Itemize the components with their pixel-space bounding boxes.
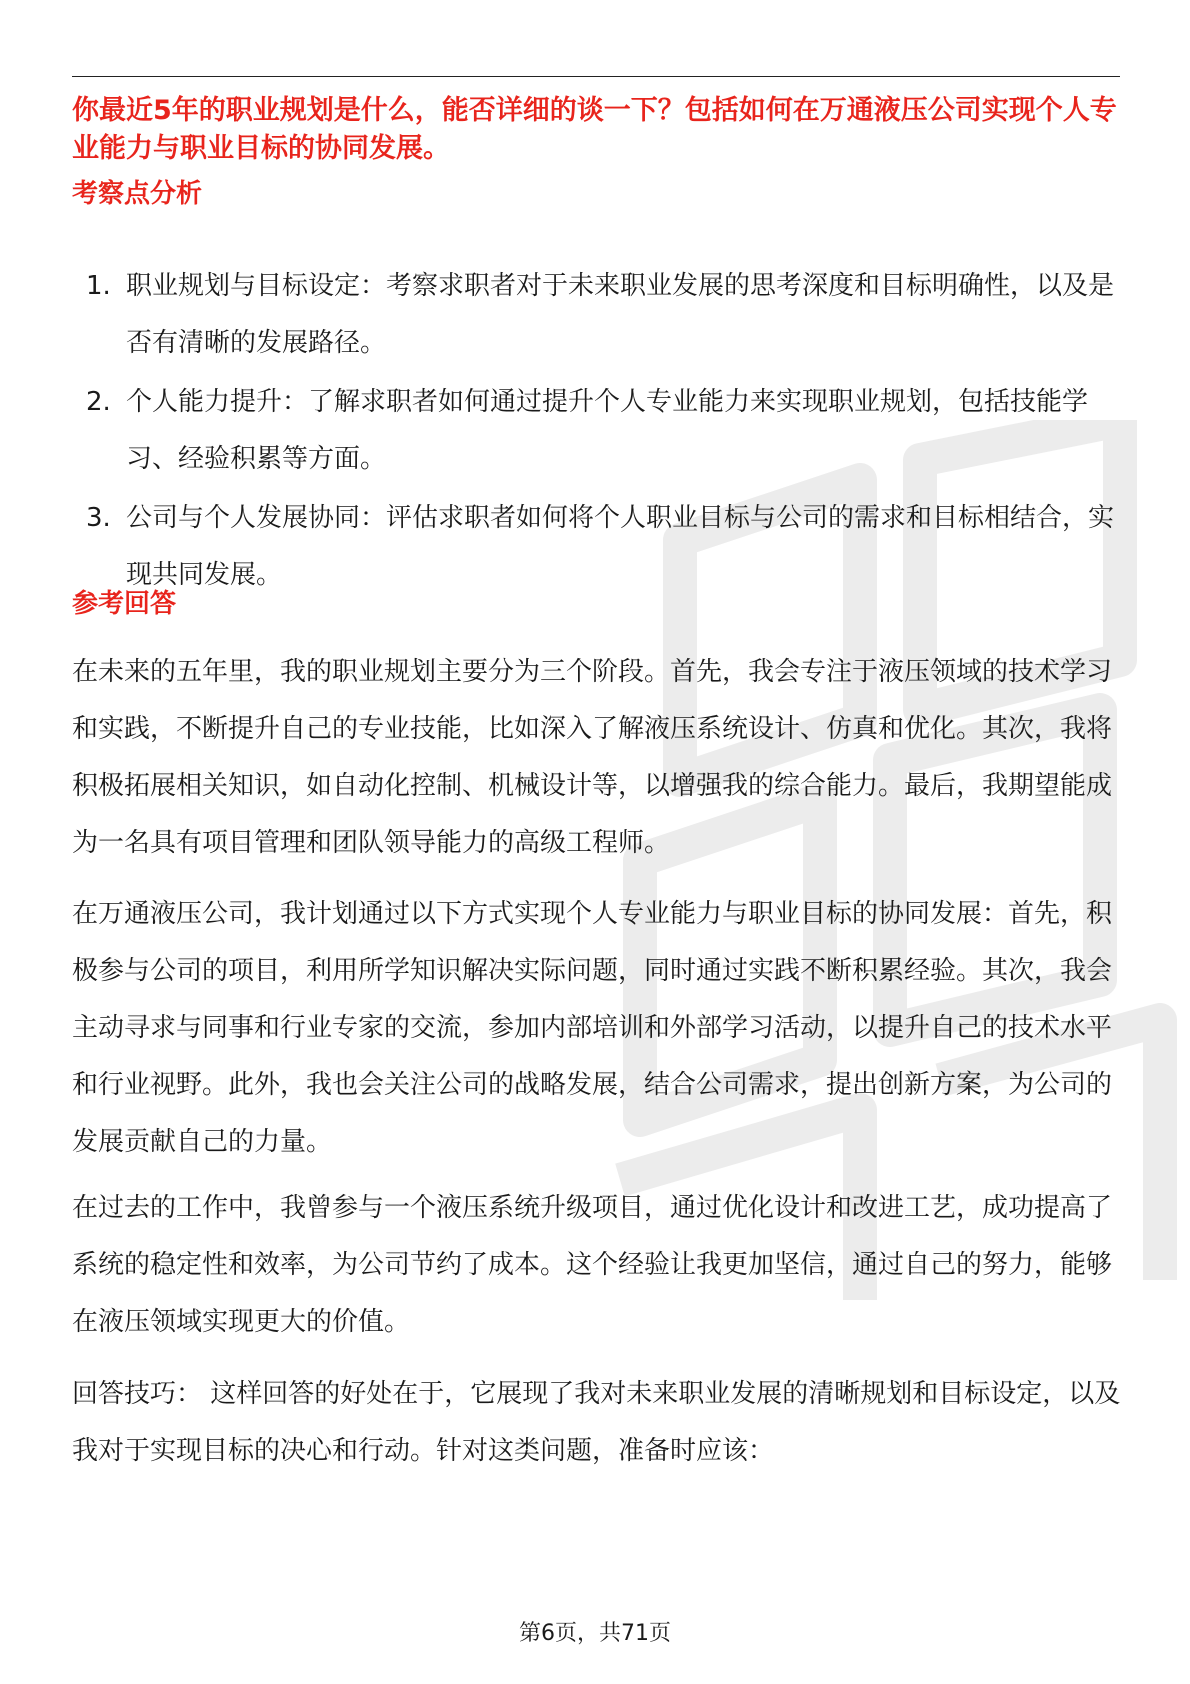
analysis-heading: 考察点分析 — [72, 179, 203, 209]
answer-paragraph-3: 在过去的工作中，我曾参与一个液压系统升级项目，通过优化设计和改进工艺，成功提高了系统的稳定性和效率，为公司节约了成本。这个经验让我更加坚信，通过自己的努力，能够在液压领域实现更大的价值。 — [72, 1193, 1113, 1337]
list-item-number: 3. — [86, 503, 111, 533]
list-item-number: 2. — [86, 387, 111, 417]
list-item — [72, 374, 1122, 488]
analysis-points-list — [72, 258, 1122, 606]
question-title: 你最近5年的职业规划是什么，能否详细的谈一下？包括如何在万通液压公司实现个人专业能力与职业目标的协同发展。 — [72, 95, 1117, 164]
top-rule — [72, 76, 1120, 77]
answer-heading: 参考回答 — [72, 589, 177, 619]
page-number-footer: 第6页，共71页 — [519, 1621, 671, 1646]
list-item-text: 公司与个人发展协同：评估求职者如何将个人职业目标与公司的需求和目标相结合，实现共同发展。 — [126, 503, 1115, 590]
answer-paragraph-2: 在万通液压公司，我计划通过以下方式实现个人专业能力与职业目标的协同发展：首先，积极参与公司的项目，利用所学知识解决实际问题，同时通过实践不断积累经验。其次，我会主动寻求与同事和行业专家的交流，参加内部培训和外部学习活动，以提升自己的技术水平和行业视野。此外，我也会关注公司的战略发展，结合公司需求，提出创新方案，为公司的发展贡献自己的力量。 — [72, 899, 1113, 1157]
answer-paragraph-1: 在未来的五年里，我的职业规划主要分为三个阶段。首先，我会专注于液压领域的技术学习和实践，不断提升自己的专业技能，比如深入了解液压系统设计、仿真和优化。其次，我将积极拓展相关知识，如自动化控制、机械设计等，以增强我的综合能力。最后，我期望能成为一名具有项目管理和团队领导能力的高级工程师。 — [72, 657, 1113, 858]
list-item — [72, 490, 1122, 604]
answer-tips-paragraph: 回答技巧： 这样回答的好处在于，它展现了我对未来职业发展的清晰规划和目标设定，以及我对于实现目标的决心和行动。针对这类问题，准备时应该： — [72, 1379, 1121, 1466]
list-item — [72, 258, 1122, 372]
list-item-text: 个人能力提升：了解求职者如何通过提升个人专业能力来实现职业规划，包括技能学习、经验积累等方面。 — [126, 387, 1089, 474]
list-item-number: 1. — [86, 271, 111, 301]
list-item-text: 职业规划与目标设定：考察求职者对于未来职业发展的思考深度和目标明确性，以及是否有清晰的发展路径。 — [126, 271, 1115, 358]
